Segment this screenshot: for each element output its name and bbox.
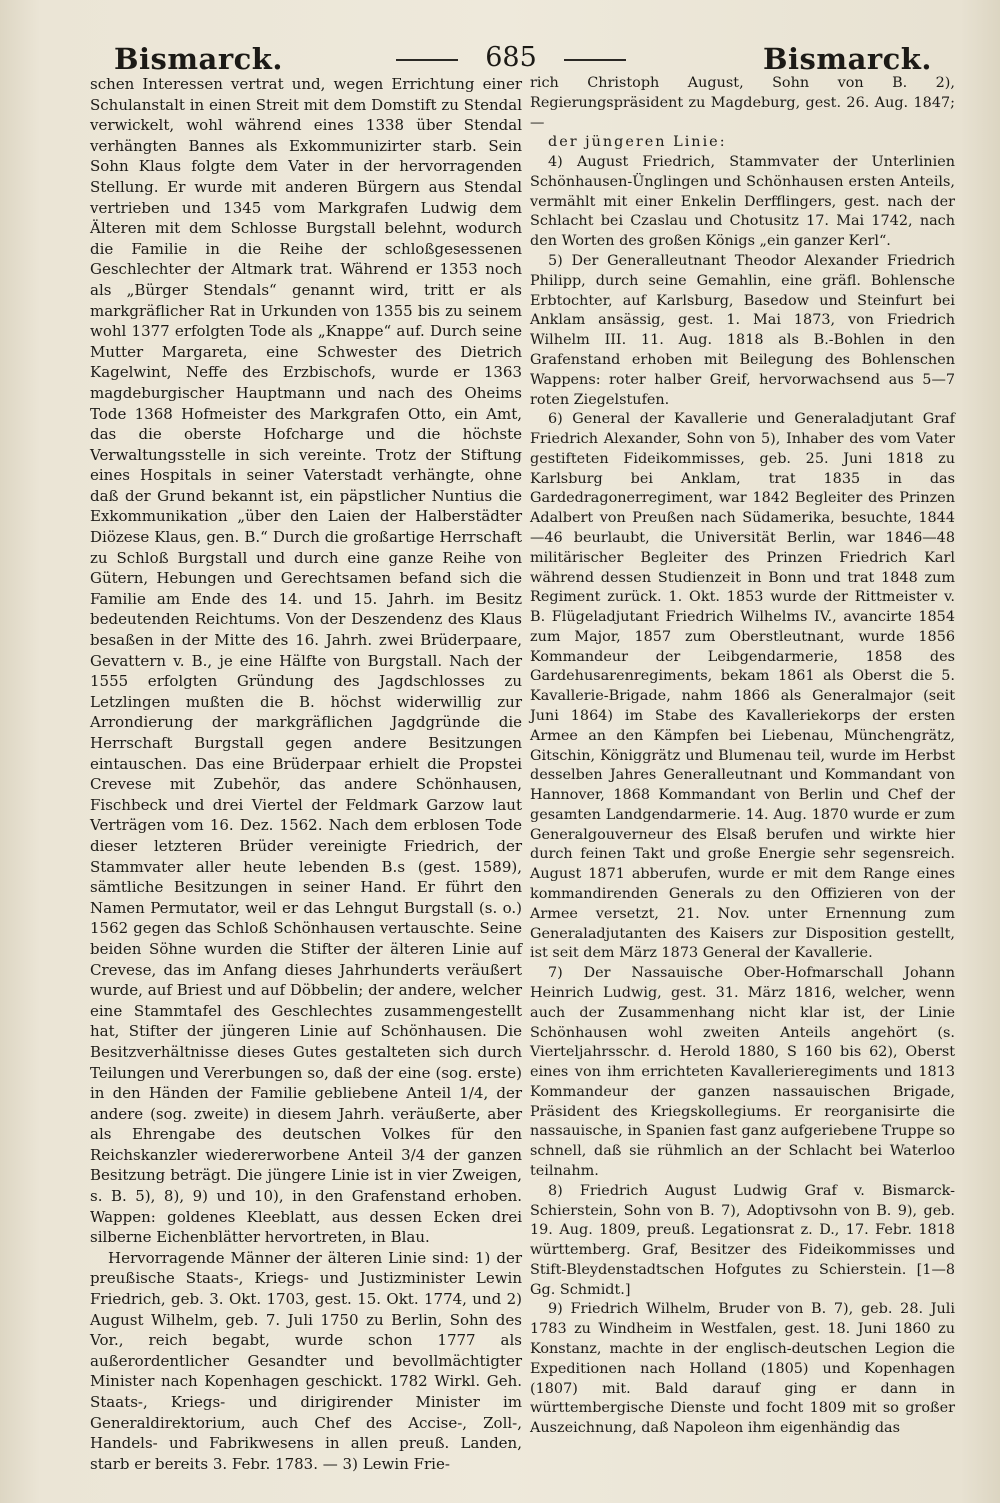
paragraph-entry-6: 6) General der Kavallerie und Generaladjutant Graf Friedrich Alexander, Sohn von 5), Inhaber des vom Vater gestifteten Fideikommisses, geb. 25. Juni 1818 zu Karlsburg bei Anklam, trat 1835 in das Gardedragonerregiment, war 1842 Begleiter des Prinzen Adalbert von Preußen nach Südamerika, besuchte, 1844—46 beurlaubt, die Universität Berlin, war 1846—48 militärischer Begleiter des Prinzen Friedrich Karl während dessen Studienzeit in Bonn und trat 1848 zum Regiment zurück. 1. Okt. 1853 wurde der Rittmeister v. B. Flügeladjutant Friedrich Wilhelms IV., avancirte 1854 zum Major, 1857 zum Oberstleutnant, wurde 1856 Kommandeur der Leibgendarmerie, 1858 des Gardehusarenregiments, bekam 1861 als Oberst die 5. Kavallerie-Brigade, nahm 1866 als Generalmajor (seit Juni 1864) im Stabe des Kavalleriekorps der ersten Armee an den Kämpfen bei Liebenau, Münchengrätz, Gitschin, Königgrätz und Blumenau teil, wurde im Herbst desselben Jahres Generalleutnant und Kommandant von Hannover, 1868 Kommandant von Berlin und Chef der gesamten Landgendarmerie. 14. Aug. 1870 wurde er zum Generalgouverneur des Elsaß berufen und wirkte hier durch feinen Takt und große Energie sehr segensreich. August 1871 abberufen, wurde er mit dem Range eines kommandirenden Generals zu den Offizieren von der Armee versetzt, 21. Nov. unter Ernennung zum Generaladjutanten des Kaisers zur Disposition gestellt, ist seit dem März 1873 General der Kavallerie. — [530, 411, 955, 962]
paragraph-entry-8: 8) Friedrich August Ludwig Graf v. Bismarck-Schierstein, Sohn von B. 7), Adoptivsohn von B. 9), geb. 19. Aug. 1809, preuß. Legationsrat z. D., 17. Febr. 1818 württemberg. Graf, Besitzer des Fideikommisses und Stift-Bleydenstadtschen Hofgutes zu Schierstein. [1—8 Gg. Schmidt.] — [530, 1182, 955, 1298]
header-rule-right — [564, 59, 626, 61]
header-rule-left — [396, 59, 458, 61]
left-headword: Bismarck. — [114, 42, 283, 76]
left-column — [90, 74, 522, 1474]
right-column — [530, 74, 955, 1439]
paragraph-left-1: schen Interessen vertrat und, wegen Errichtung einer Schulanstalt in einen Streit mit dem Domstift zu Stendal verwickelt, wohl während eines 1338 über Stendal verhängten Bannes als Exkommunizirter starb. Sein Sohn Klaus folgte dem Vater in der hervorragenden Stellung. Er wurde mit anderen Bürgern aus Stendal vertrieben und 1345 vom Markgrafen Ludwig dem Älteren mit dem Schlosse Burgstall belehnt, wodurch die Familie in die Reihe der schloßgesessenen Geschlechter der Altmark trat. Während er 1353 noch als „Bürger Stendals“ genannt wird, tritt er als markgräflicher Rat in Urkunden von 1355 bis zu seinem wohl 1377 erfolgten Tode als „Knappe“ auf. Durch seine Mutter Margareta, eine Schwester des Dietrich Kagelwint, Neffe des Erzbischofs, wurde er 1363 magdeburgischer Hauptmann und nach des Oheims Tode 1368 Hofmeister des Markgrafen Otto, ein Amt, das die oberste Hofcharge und die höchste Verwaltungsstelle in sich vereinte. Trotz der Stiftung eines Hospitals in seiner Vaterstadt verhängte, ohne daß der Grund bekannt ist, ein päpstlicher Nuntius die Exkommunikation „über den Laien der Halberstädter Diözese Klaus, gen. B.“ Durch die großartige Herrschaft zu Schloß Burgstall und durch eine ganze Reihe von Gütern, Hebungen und Gerechtsamen befand sich die Familie am Ende des 14. und 15. Jahrh. im Besitz bedeutenden Reichtums. Von der Deszendenz des Klaus besaßen in der Mitte des 16. Jahrh. zwei Brüderpaare, Gevattern v. B., je eine Hälfte von Burgstall. Nach der 1555 erfolgten Gründung des Jagdschlosses zu Letzlingen mußten die B. höchst widerwillig zur Arrondierung der markgräflichen Jagdgründe die Herrschaft Burgstall gegen andere Besitzungen eintauschen. Das eine Brüderpaar erhielt die Propstei Crevese mit Zubehör, das andere Schönhausen, Fischbeck und drei Viertel der Feldmark Garzow laut Verträgen vom 16. Dez. 1562. Nach dem erblosen Tode dieser letzteren Brüder vereinigte Friedrich, der Stammvater aller heute lebenden B.s (gest. 1589), sämtliche Besitzungen in seiner Hand. Er führt den Namen Permutator, weil er das Lehngut Burgstall (s. o.) 1562 gegen das Schloß Schönhausen vertauschte. Seine beiden Söhne wurden die Stifter der älteren Linie auf Crevese, das im Anfang dieses Jahrhunderts veräußert wurde, auf Briest und auf Döbbelin; der andere, welcher eine Stammtafel des Geschlechtes zusammengestellt hat, Stifter der jüngeren Linie auf Schönhausen. Die Besitzverhältnisse dieses Gutes gestalteten sich durch Teilungen und Vererbungen so, daß der eine (sog. erste) in den Händen der Familie gebliebene Anteil 1/4, der andere (sog. zweite) in diesem Jahrh. veräußerte, aber als Ehrengabe des deutschen Volkes für den Reichskanzler wiedererworbene Anteil 3/4 der ganzen Besitzung beträgt. Die jüngere Linie ist in vier Zweigen, s. B. 5), 8), 9) und 10), in den Grafenstand erhoben. Wappen: goldenes Kleeblatt, aus dessen Ecken drei silberne Eichenblätter hervortreten, in Blau. — [90, 75, 522, 1247]
paragraph-entry-7: 7) Der Nassauische Ober-Hofmarschall Johann Heinrich Ludwig, gest. 31. März 1816, welcher, wenn auch der Zusammenhang nicht klar ist, der Linie Schönhausen wohl zweiten Anteils angehört (s. Vierteljahrsschr. d. Herold 1880, S 160 bis 62), Oberst eines von ihm errichteten Kavallerieregiments und 1813 Kommandeur der ganzen nassauischen Brigade, Präsident des Kriegskollegiums. Er reorganisirte die nassauische, in Spanien fast ganz aufgeriebene Truppe so schnell, daß sie rühmlich an der Schlacht bei Waterloo teilnahm. — [530, 965, 955, 1179]
paragraph-right-1: rich Christoph August, Sohn von B. 2), Regierungspräsident zu Magdeburg, gest. 26. Aug. 1847; — — [530, 75, 955, 131]
right-headword: Bismarck. — [763, 42, 932, 76]
paragraph-left-2: Hervorragende Männer der älteren Linie sind: 1) der preußische Staats-, Kriegs- und Justizminister Lewin Friedrich, geb. 3. Okt. 1703, gest. 15. Okt. 1774, und 2) August Wilhelm, geb. 7. Juli 1750 zu Berlin, Sohn des Vor., reich begabt, wurde schon 1777 als außerordentlicher Gesandter und bevollmächtigter Minister nach Kopenhagen geschickt. 1782 Wirkl. Geh. Staats-, Kriegs- und dirigirender Minister im Generaldirektorium, auch Chef des Accise-, Zoll-, Handels- und Fabrikwesens in allen preuß. Landen, starb er bereits 3. Febr. 1783. — 3) Lewin Frie- — [90, 1248, 522, 1473]
section-heading-juengere-linie: der jüngeren Linie: — [548, 134, 727, 151]
paragraph-entry-5: 5) Der Generalleutnant Theodor Alexander Friedrich Philipp, durch seine Gemahlin, eine gräfl. Bohlensche Erbtochter, auf Karlsburg, Basedow und Steinfurt bei Anklam ansässig, gest. 1. Mai 1873, von Friedrich Wilhelm III. 11. Aug. 1818 als B.-Bohlen in den Grafenstand erhoben mit Beilegung des Bohlenschen Wappens: roter halber Greif, hervorwachsend aus 5—7 roten Ziegelstufen. — [530, 253, 955, 408]
page-number: 685 — [485, 42, 537, 73]
paragraph-entry-9: 9) Friedrich Wilhelm, Bruder von B. 7), geb. 28. Juli 1783 zu Windheim in Westfalen, gest. 18. Juni 1860 zu Konstanz, machte in der englisch-deutschen Legion die Expeditionen nach Holland (1805) und Kopenhagen (1807) mit. Bald darauf ging er dann in württembergische Dienste und focht 1809 mit so großer Auszeichnung, daß Napoleon ihm eigenhändig das — [530, 1301, 955, 1437]
paragraph-entry-4: 4) August Friedrich, Stammvater der Unterlinien Schönhausen-Ünglingen und Schönhausen ersten Anteils, vermählt mit einer Enkelin Derfflingers, gest. nach der Schlacht bei Czaslau und Chotusitz 17. Mai 1742, nach den Worten des großen Königs „ein ganzer Kerl“. — [530, 154, 955, 250]
